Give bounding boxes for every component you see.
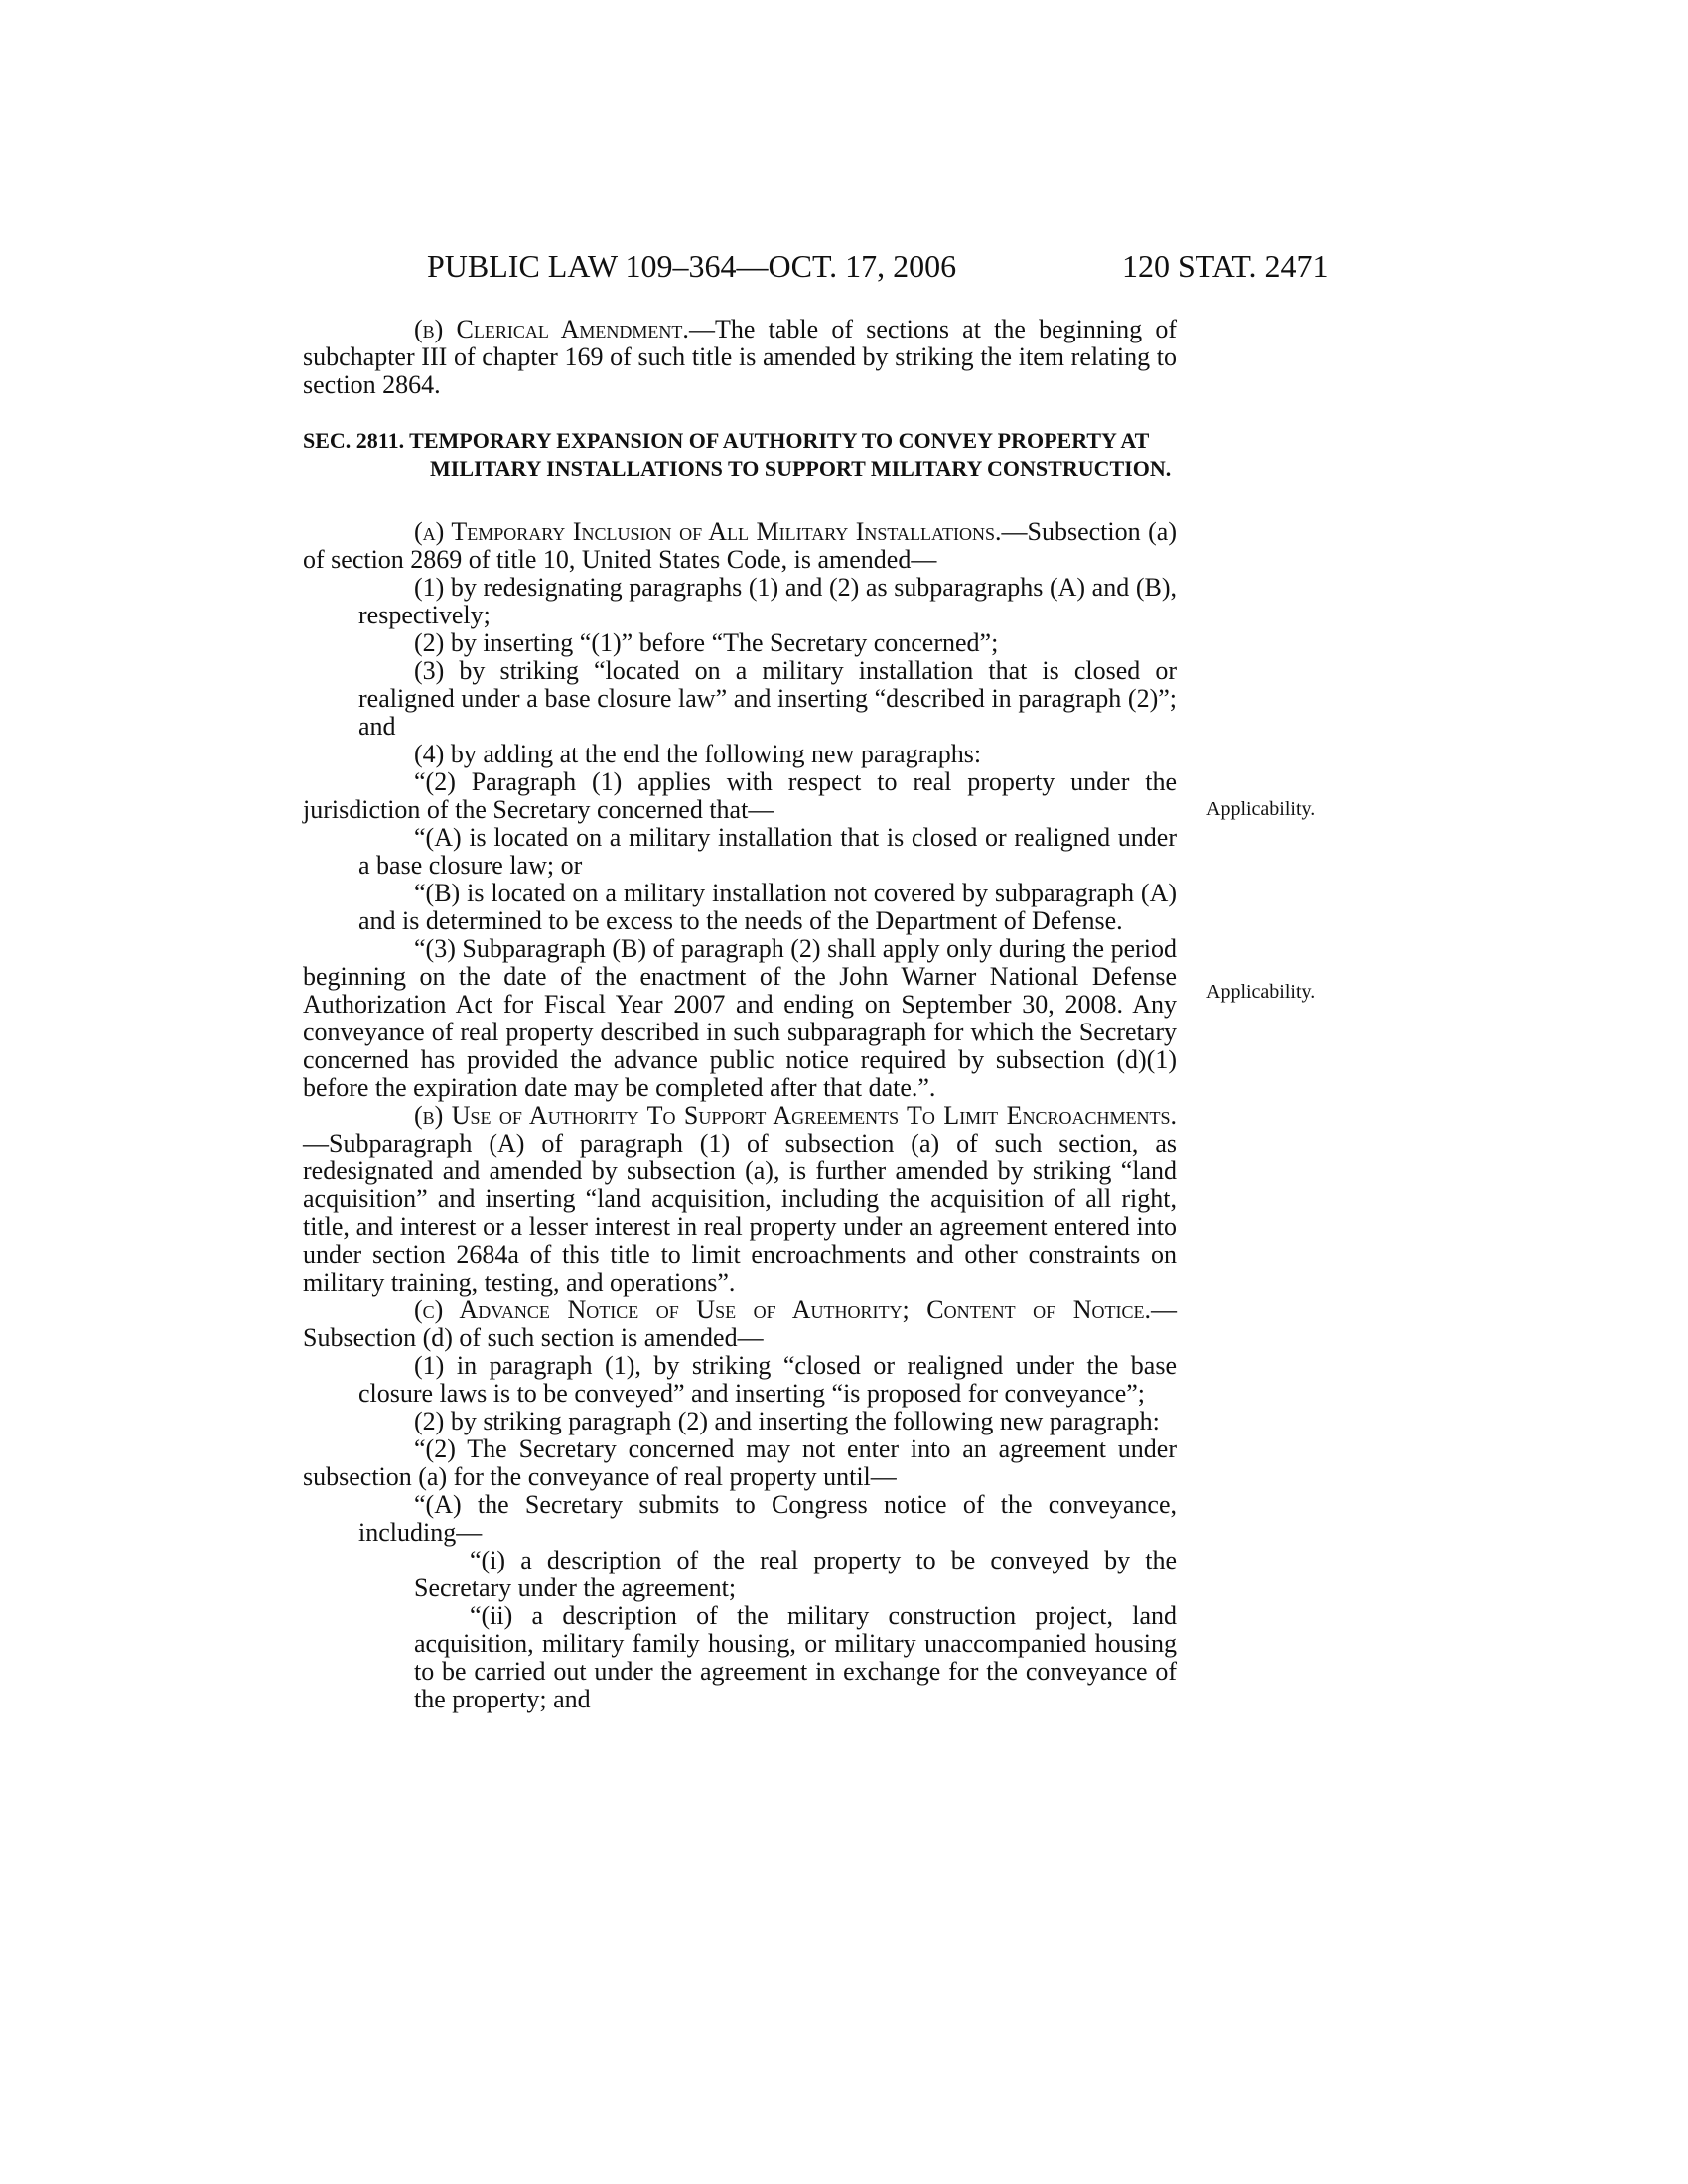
subsection-a-item-4: (4) by adding at the end the following new paragraphs: <box>414 740 982 768</box>
quoted-subparagraph-b: “(B) is located on a military installation not covered by subparagraph (A) and is determined to be excess to the needs of the Department of Defense. <box>358 879 1177 935</box>
section-heading: SEC. 2811. TEMPORARY EXPANSION OF AUTHORITY TO CONVEY PROPERTY AT MILITARY INSTALLATIONS TO SUPPORT MILITARY CONSTRUCTION. <box>303 428 1172 480</box>
quoted-notice-clause-i: “(i) a description of the real property to be conveyed by the Secretary under the agreement; <box>414 1546 1177 1602</box>
quoted-paragraph-2: “(2) Paragraph (1) applies with respect to real property under the jurisdiction of the Secretary concerned that— <box>303 767 1177 824</box>
quoted-notice-clause-ii: “(ii) a description of the military construction project, land acquisition, military family housing, or military unaccompanied housing to be carried out under the agreement in exchange for the conveyance of the property; and <box>414 1601 1177 1713</box>
subsection-a-text: —Subsection (a) of section 2869 of title 10, United States Code, is amended— <box>303 517 1178 574</box>
margin-note-applicability-1: Applicability. <box>1206 798 1316 820</box>
subsection-a <box>303 518 1177 574</box>
subsection-a-heading: (a) Temporary Inclusion of All Military Installations. <box>414 517 1002 546</box>
subsection-c-item-2: (2) by striking paragraph (2) and inserting the following new paragraph: <box>414 1407 1160 1435</box>
quoted-notice-subparagraph-a: “(A) the Secretary submits to Congress notice of the conveyance, including— <box>358 1490 1177 1547</box>
subsection-c-heading: (c) Advance Notice of Use of Authority; Content of Notice. <box>414 1296 1151 1324</box>
running-header-title: PUBLIC LAW 109–364—OCT. 17, 2006 <box>427 248 957 284</box>
clerical-amendment-text: —The table of sections at the beginning of subchapter III of chapter 169 of such title is amended by striking the item relating to section 2864. <box>303 315 1178 399</box>
subsection-c-item-1: (1) in paragraph (1), by striking “closed or realigned under the base closure laws is to be conveyed” and inserting “is proposed for conveyance”; <box>358 1351 1177 1408</box>
section-body <box>303 518 1177 1713</box>
subsection-c-text: —Subsection (d) of such section is amended— <box>303 1296 1177 1352</box>
subsection-a-item-2: (2) by inserting “(1)” before “The Secretary concerned”; <box>414 628 999 657</box>
subsection-a-item-3: (3) by striking “located on a military installation that is closed or realigned under a base closure law” and inserting “described in paragraph (2)”; and <box>358 656 1177 741</box>
subsection-c <box>303 1297 1177 1352</box>
subsection-b <box>303 1102 1177 1297</box>
clerical-amendment-heading: (b) Clerical Amendment. <box>414 315 689 343</box>
page-stat-number: 120 STAT. 2471 <box>1122 248 1329 284</box>
margin-note-applicability-2: Applicability. <box>1206 981 1316 1003</box>
subsection-b-heading: (b) Use of Authority To Support Agreements To Limit Encroachments. <box>414 1101 1177 1130</box>
clerical-amendment-paragraph <box>303 316 1177 399</box>
page-body <box>303 316 1177 399</box>
quoted-paragraph-3: “(3) Subparagraph (B) of paragraph (2) shall apply only during the period beginning on the date of the enactment of the John Warner National Defense Authorization Act for Fiscal Year 2007 and ending on September 30, 2008. Any conveyance of real property described in such subparagraph for which the Secretary concerned has provided the advance public notice required by subsection (d)(1) before the expiration date may be completed after that date.”. <box>303 934 1177 1102</box>
subsection-b-text: —Subparagraph (A) of paragraph (1) of subsection (a) of such section, as redesignated and amended by subsection (a), is further amended by striking “land acquisition” and inserting “land acquisition, including the acquisition of all right, title, and interest or a lesser interest in real property under an agreement entered into under section 2684a of this title to limit encroachments and other constraints on military training, testing, and operations”. <box>303 1129 1177 1297</box>
quoted-subparagraph-a: “(A) is located on a military installation that is closed or realigned under a base closure law; or <box>358 823 1177 880</box>
subsection-a-item-1: (1) by redesignating paragraphs (1) and (2) as subparagraphs (A) and (B), respectively; <box>358 573 1177 629</box>
section-heading-block <box>303 427 1177 482</box>
quoted-notice-paragraph-2: “(2) The Secretary concerned may not enter into an agreement under subsection (a) for the conveyance of real property until— <box>303 1434 1177 1491</box>
